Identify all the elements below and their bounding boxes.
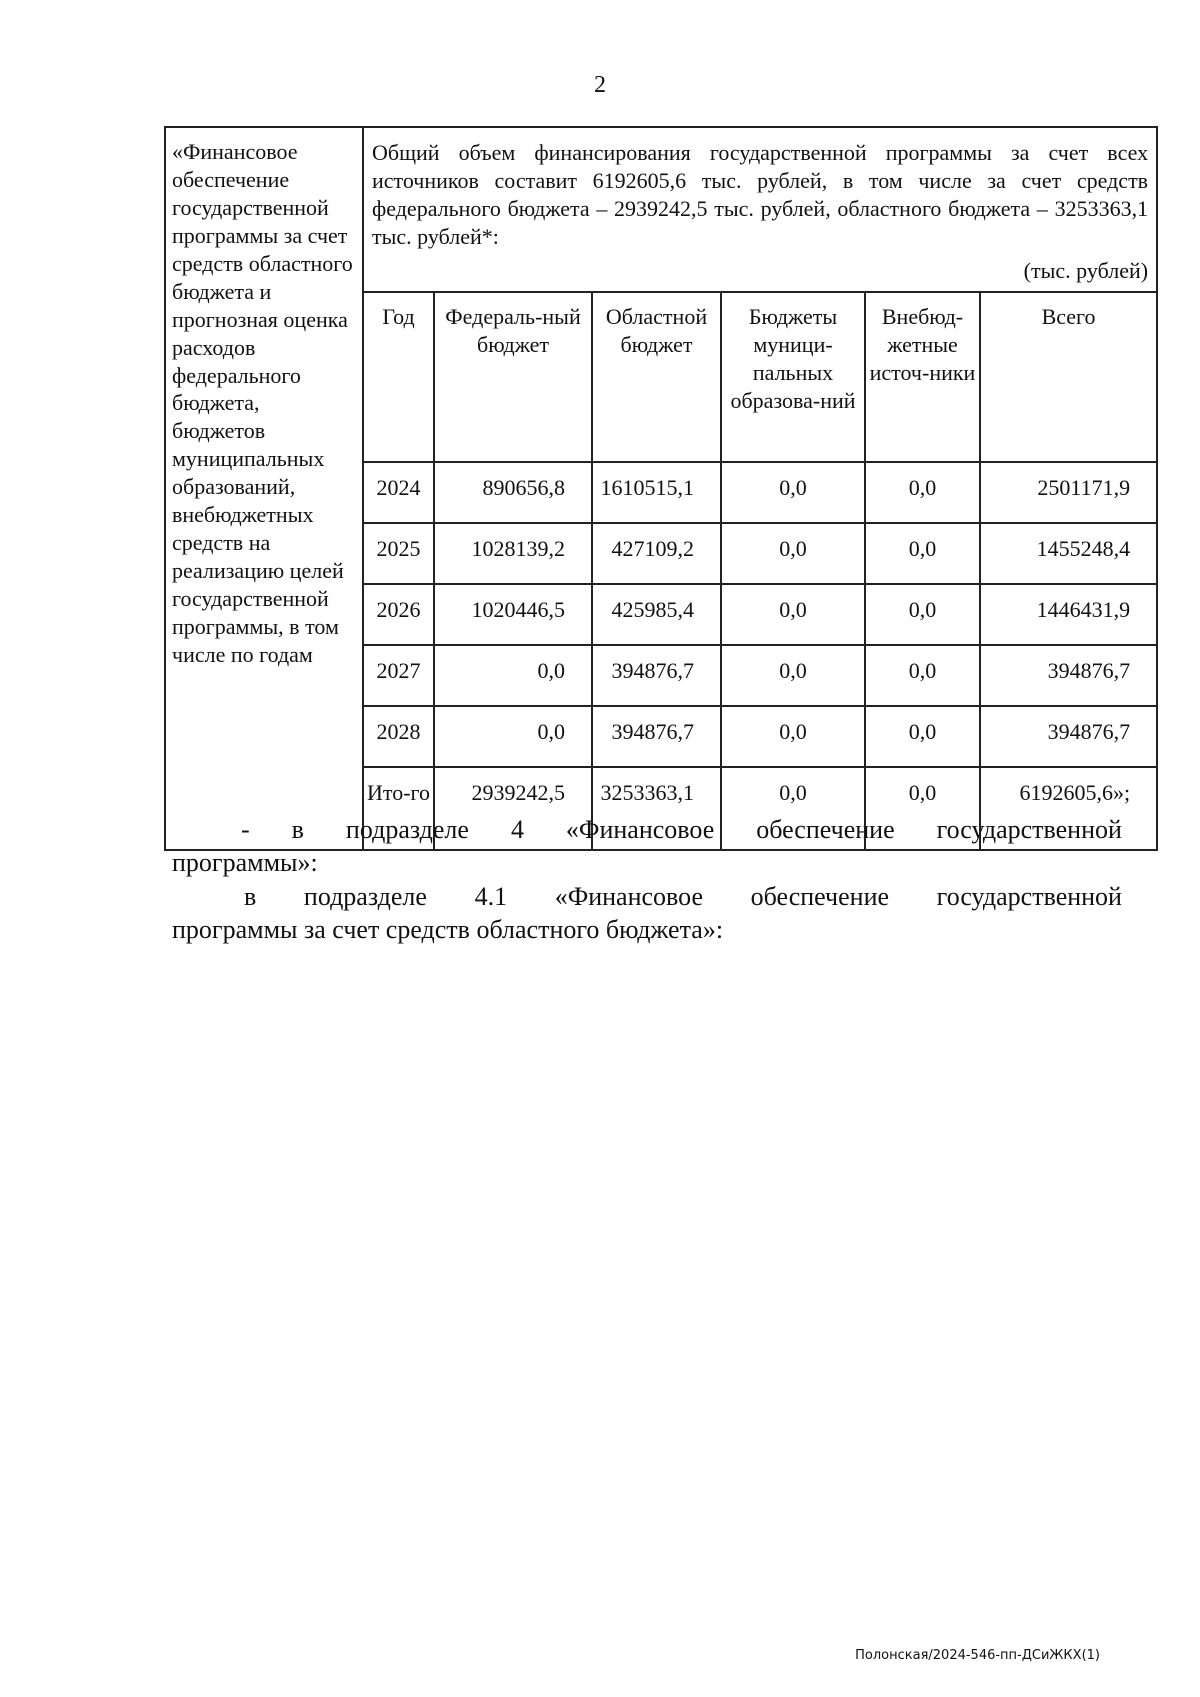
word: в — [244, 882, 257, 911]
word: обеспечение — [756, 815, 895, 844]
cell-regional: 394876,7 — [592, 706, 721, 767]
cell-extrabudgetary: 0,0 — [865, 767, 980, 850]
page-number: 2 — [594, 72, 606, 98]
cell-extrabudgetary: 0,0 — [865, 706, 980, 767]
cell-regional: 394876,7 — [592, 645, 721, 706]
cell-total: 1455248,4 — [980, 523, 1157, 584]
cell-total: 394876,7 — [980, 645, 1157, 706]
units-label: (тыс. рублей) — [1023, 257, 1149, 283]
cell-federal: 0,0 — [434, 706, 592, 767]
cell-extrabudgetary: 0,0 — [865, 462, 980, 523]
cell-municipal: 0,0 — [721, 706, 865, 767]
cell-municipal: 0,0 — [721, 645, 865, 706]
cell-extrabudgetary: 0,0 — [865, 584, 980, 645]
financing-table — [164, 126, 1158, 851]
paragraph-line: программы»: — [172, 848, 318, 878]
description-row — [165, 127, 1157, 292]
header-extrabudgetary-sources: Внебюд-жетные источ-ники — [865, 292, 980, 462]
header-federal-budget: Федераль-ный бюджет — [434, 292, 592, 462]
word: подразделе — [303, 882, 427, 911]
paragraph-subsection-4 — [172, 813, 1122, 880]
word: 4 — [510, 815, 524, 844]
cell-total: 1446431,9 — [980, 584, 1157, 645]
cell-regional: 3253363,1 — [592, 767, 721, 850]
cell-federal: 1028139,2 — [434, 523, 592, 584]
cell-federal: 890656,8 — [434, 462, 592, 523]
cell-federal: 0,0 — [434, 645, 592, 706]
document-code: Полонская/2024-546-пп-ДСиЖКХ(1) — [855, 1648, 1100, 1663]
financing-description-text: Общий объем финансирования государственной программы за счет всех источников составит 6192605,6 тыс. рублей, в том числе за счет средств федерального бюджета – 2939242,5 тыс. рублей, областного бюджета – 3253363,1 тыс. рублей*: — [372, 140, 1149, 249]
cell-municipal: 0,0 — [721, 523, 865, 584]
word: обеспечение — [750, 882, 890, 911]
cell-extrabudgetary: 0,0 — [865, 645, 980, 706]
cell-regional: 425985,4 — [592, 584, 721, 645]
cell-municipal: 0,0 — [721, 767, 865, 850]
cell-federal: 1020446,5 — [434, 584, 592, 645]
paragraph-line: программы за счет средств областного бюджета»: — [172, 915, 724, 945]
table-row-label: «Финансовое обеспечение государственной программы за счет средств областного бюджета и прогнозная оценка расходов федерального бюджета, бюджетов муниципальных образований, внебюджетных средств на реализацию целей государственной программы, в том числе по годам — [165, 127, 363, 850]
word: - — [241, 815, 250, 844]
word: 4.1 — [474, 882, 508, 911]
paragraph-line — [172, 813, 1122, 846]
cell-year: 2026 — [363, 584, 434, 645]
cell-municipal: 0,0 — [721, 462, 865, 523]
cell-municipal: 0,0 — [721, 584, 865, 645]
cell-total: 2501171,9 — [980, 462, 1157, 523]
cell-total: 6192605,6»; — [980, 767, 1157, 850]
word: «Финансовое — [565, 815, 715, 844]
cell-year: 2025 — [363, 523, 434, 584]
cell-year: 2024 — [363, 462, 434, 523]
word: в — [291, 815, 304, 844]
header-total: Всего — [980, 292, 1157, 462]
header-municipal-budgets: Бюджеты муници-пальных образова-ний — [721, 292, 865, 462]
paragraph-line — [172, 880, 1122, 913]
word: «Финансовое — [554, 882, 704, 911]
cell-year: 2028 — [363, 706, 434, 767]
cell-regional: 427109,2 — [592, 523, 721, 584]
word: подразделе — [345, 815, 469, 844]
header-regional-budget: Областной бюджет — [592, 292, 721, 462]
word: государственной — [936, 882, 1122, 911]
table-body — [165, 127, 1157, 850]
header-year: Год — [363, 292, 434, 462]
cell-total: 394876,7 — [980, 706, 1157, 767]
cell-year: Ито-го — [363, 767, 434, 850]
cell-federal: 2939242,5 — [434, 767, 592, 850]
financing-description — [363, 127, 1157, 292]
cell-regional: 1610515,1 — [592, 462, 721, 523]
paragraph-subsection-4-1 — [172, 880, 1122, 947]
word: государственной — [936, 815, 1122, 844]
cell-year: 2027 — [363, 645, 434, 706]
cell-extrabudgetary: 0,0 — [865, 523, 980, 584]
